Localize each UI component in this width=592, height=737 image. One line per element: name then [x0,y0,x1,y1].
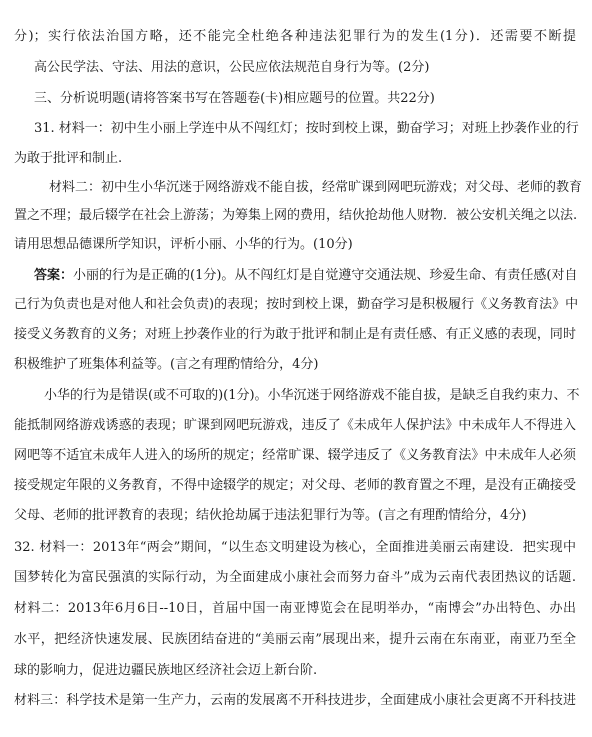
text-line-14: 能抵制网络游戏诱惑的表现；旷课到网吧玩游戏，违反了《未成年人保护法》中未成年人不得进入 [14,418,576,433]
q32-material-2: 材料二：2013年6月6日--10日，首届中国一南亚博览会在昆明举办，“南博会”办出特色、办出 [14,601,576,616]
answer-label: 答案： [34,268,74,283]
text-line-16: 接受规定年限的义务教育，不得中途辍学的规定；对父母、老师的教育置之不理，是没有正确接受 [14,478,576,493]
section-heading: 三、分析说明题(请将答案书写在答题卷(卡)相应题号的位置。共22分) [34,91,435,106]
text-line-5: 为敢于批评和制止. [14,151,123,166]
text-line-13: 小华的行为是错误(或不可取的)(1分)。小华沉迷于网络游戏不能自拔，是缺乏自我约束力、不 [44,388,580,403]
text-line-2: 高公民学法、守法、用法的意识，公民应依法规范自身行为等。(2分) [34,60,430,75]
answer-line [34,268,576,284]
text-line-15: 网吧等不适宜未成年人进入的场所的规定；经常旷课、辍学违反了《义务教育法》中未成年人必须 [14,448,576,463]
q32-material-3: 材料三：科学技术是第一生产力，云南的发展离不开科技进步，全面建成小康社会更离不开科技进 [14,693,576,708]
q31-question: 请用思想品德课所学知识，评析小丽、小华的行为。(10分) [14,237,353,252]
answer-text: 小丽的行为是正确的(1分)。从不闯红灯是自觉遵守交通法规、珍爱生命、有责任感(对自 [73,268,578,283]
text-line-11: 接受义务教育的义务；对班上抄袭作业的行为敢于批评和制止是有责任感、有正义感的表现，同时 [14,327,576,342]
text-line-7: 置之不理；最后辍学在社会上游荡；为筹集上网的费用，结伙抢劫他人财物．被公安机关绳之以法. [14,208,578,223]
q31-material-1: 31. 材料一：初中生小丽上学连中从不闯红灯；按时到校上课，勤奋学习；对班上抄袭作业的行 [34,121,579,136]
text-line-17: 父母、老师的批评教育的表现；结伙抢劫属于违法犯罪行为等。(言之有理酌情给分，4分) [14,508,527,523]
q31-material-2: 材料二：初中生小华沉迷于网络游戏不能自拔，经常旷课到网吧玩游戏；对父母、老师的教育 [49,180,583,195]
text-line-21: 水平，把经济快速发展、民族团结奋进的“美丽云南”展现出来，提升云南在东南亚，南亚乃至全 [14,632,576,647]
text-line-10: 己行为负责也是对他人和社会负责)的表现；按时到校上课，勤奋学习是积极履行《义务教育法》中 [14,297,579,312]
text-line-22: 球的影响力，促进边疆民族地区经济社会迈上新台阶. [14,663,318,678]
text-line-19: 国梦转化为富民强滇的实际行动，为全面建成小康社会而努力奋斗”成为云南代表团热议的话题. [14,570,576,585]
q32-material-1: 32. 材料一：2013年“两会”期间，“以生态文明建设为核心，全面推进美丽云南建设．把实现中 [14,540,576,555]
text-line-12: 积极维护了班集体利益等。(言之有理酌情给分，4分) [14,357,319,372]
text-line-1: 分)；实行依法治国方略，还不能完全杜绝各种违法犯罪行为的发生(1分)．还需要不断提 [14,29,576,44]
